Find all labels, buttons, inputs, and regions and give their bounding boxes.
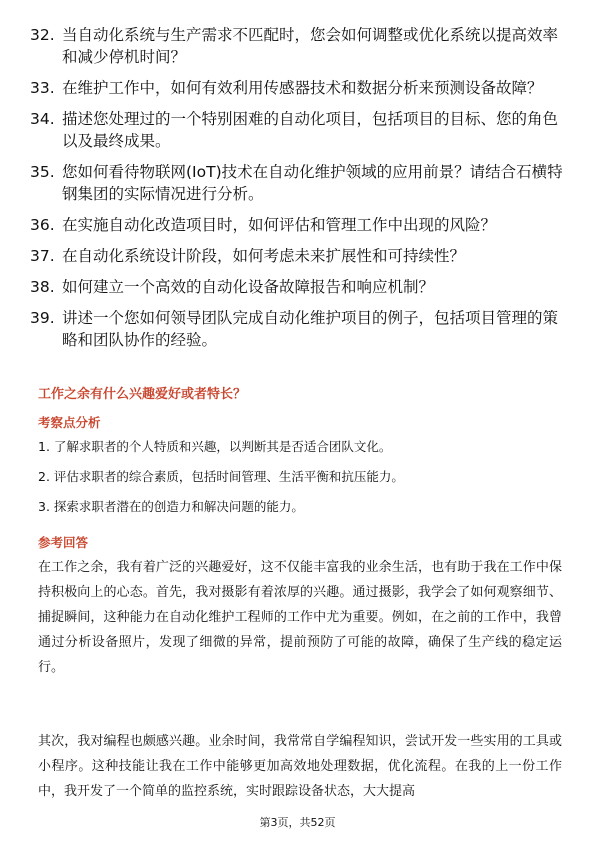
question-text: 在实施自动化改造项目时，如何评估和管理工作中出现的风险？ <box>62 216 497 234</box>
question-list <box>30 24 570 360</box>
answer-title: 参考回答 <box>38 535 89 550</box>
question-text: 您如何看待物联网(IoT)技术在自动化维护领域的应用前景？请结合石横特钢集团的实际情况进行分析。 <box>62 163 563 203</box>
list-item: 3. 探索求职者潜在的创造力和解决问题的能力。 <box>38 499 304 514</box>
list-item <box>30 245 570 267</box>
question-number: 38. <box>30 278 55 296</box>
list-item <box>30 307 570 351</box>
question-number: 36. <box>30 216 55 234</box>
answer-paragraph: 在工作之余，我有着广泛的兴趣爱好，这不仅能丰富我的业余生活，也有助于我在工作中保持积极向上的心态。首先，我对摄影有着浓厚的兴趣。通过摄影，我学会了如何观察细节、捕捉瞬间，这种能力在自动化维护工程师的工作中尤为重要。例如，在之前的工作中，我曾通过分析设备照片，发现了细微的异常，提前预防了可能的故障，确保了生产线的稳定运行。 <box>38 560 562 675</box>
list-item <box>30 77 570 99</box>
list-item: 2. 评估求职者的综合素质，包括时间管理、生活平衡和抗压能力。 <box>38 469 404 484</box>
list-item <box>30 108 570 152</box>
question-text: 如何建立一个高效的自动化设备故障报告和响应机制？ <box>62 278 435 296</box>
question-number: 35. <box>30 163 55 181</box>
analysis-title: 考察点分析 <box>38 415 101 430</box>
question-number: 32. <box>30 26 55 44</box>
answer-paragraph: 其次，我对编程也颇感兴趣。业余时间，我常常自学编程知识，尝试开发一些实用的工具或小程序。这种技能让我在工作中能够更加高效地处理数据，优化流程。在我的上一份工作中，我开发了一个简单的监控系统，实时跟踪设备状态，大大提高 <box>38 734 562 799</box>
question-number: 37. <box>30 247 55 265</box>
question-text: 讲述一个您如何领导团队完成自动化维护项目的例子，包括项目管理的策略和团队协作的经验。 <box>62 309 559 349</box>
section-title: 工作之余有什么兴趣爱好或者特长？ <box>38 387 247 402</box>
list-item <box>30 276 570 298</box>
list-item: 1. 了解求职者的个人特质和兴趣，以判断其是否适合团队文化。 <box>38 439 392 454</box>
analysis-points <box>38 438 558 528</box>
list-item <box>30 214 570 236</box>
question-text: 当自动化系统与生产需求不匹配时，您会如何调整或优化系统以提高效率和减少停机时间？ <box>62 26 559 66</box>
list-item <box>30 161 570 205</box>
page-number: 第3页，共52页 <box>259 816 336 829</box>
question-text: 描述您处理过的一个特别困难的自动化项目，包括项目的目标、您的角色以及最终成果。 <box>62 110 559 150</box>
question-number: 34. <box>30 110 55 128</box>
question-number: 33. <box>30 79 55 97</box>
question-text: 在维护工作中，如何有效利用传感器技术和数据分析来预测设备故障？ <box>62 79 543 97</box>
question-text: 在自动化系统设计阶段，如何考虑未来扩展性和可持续性？ <box>62 247 466 265</box>
question-number: 39. <box>30 309 55 327</box>
list-item <box>30 24 570 68</box>
